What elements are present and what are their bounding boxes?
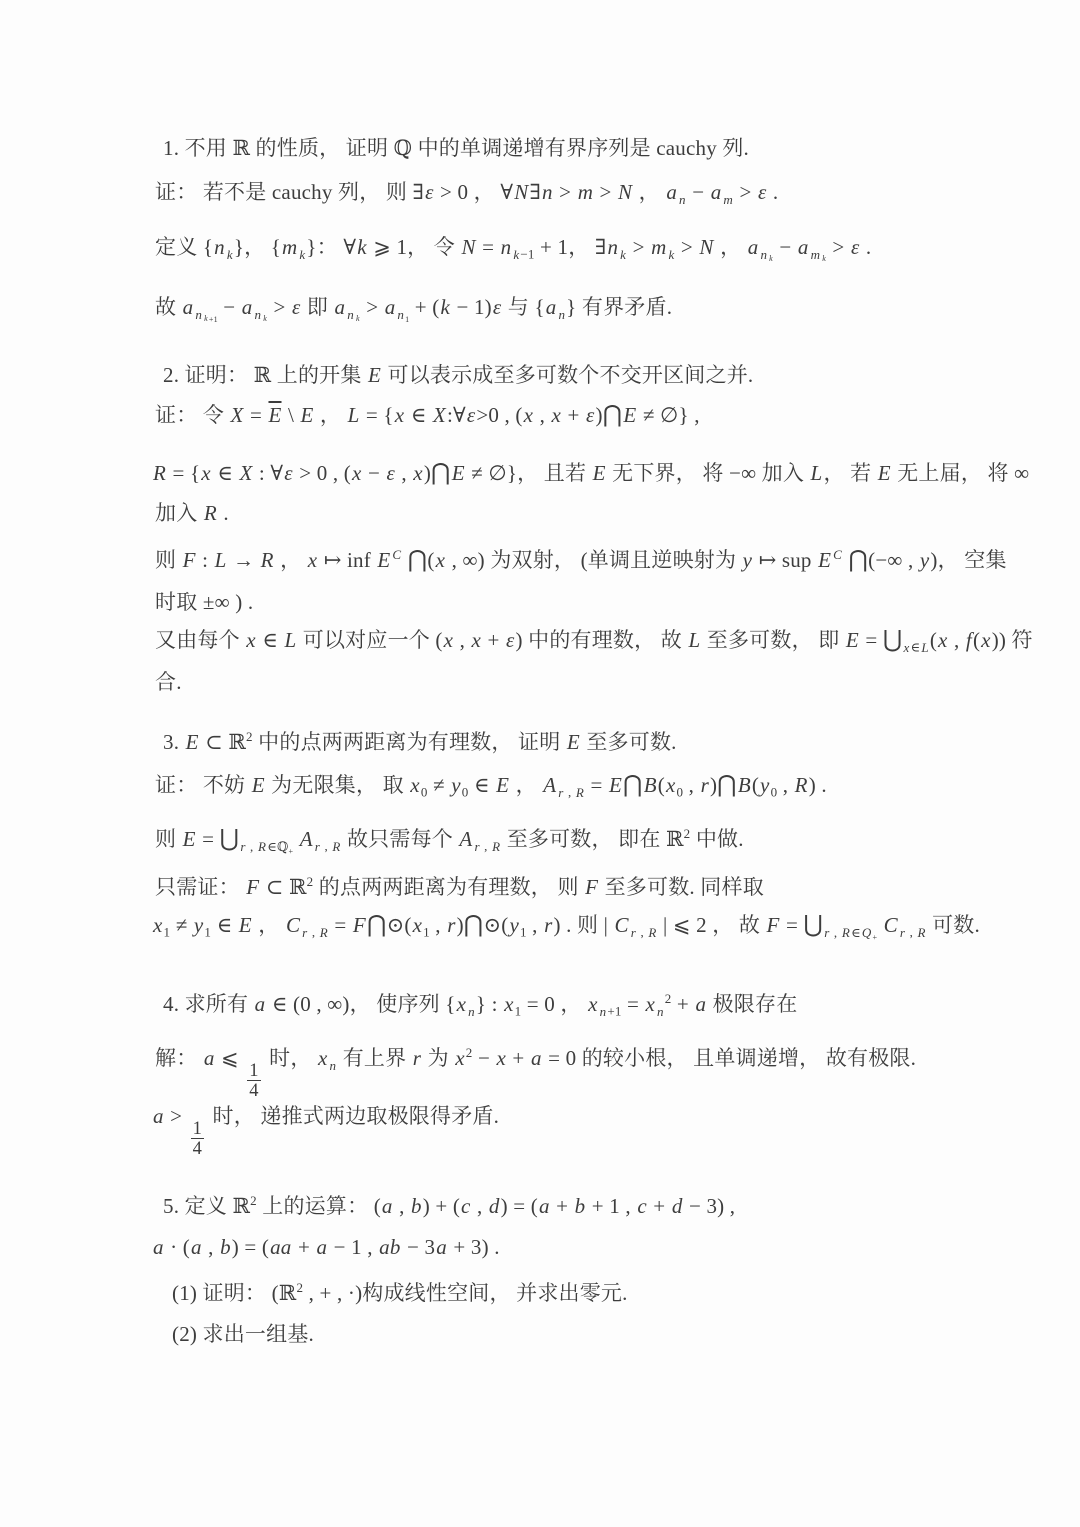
problem-1-line-2: 定义 {n $_k$}， {m $_k$}： ∀k ⩾ 1， 令 N = n $_{k-1}$ + 1， ∃n $_k$ > m $_k$ > N ， a $_{n _k}$ − a $_{m _k}$ > ε . (155, 235, 872, 264)
problem-2-line-3: 加入 R . (155, 501, 229, 525)
problem-3-line-4: $x_1 \ne y_1$ ∈ E ， C $_{r , R} = F⋂⊙(x_1$ , $r)⋂⊙(y_1$ , r) . 则 | C $_{r , R}$ | ⩽ 2 ， 故 $F = ⋃_{r , R\in Q_+}$ C $_{r , R}$ 可数. (153, 912, 980, 942)
problem-5-part-2: (2) 求出一组基. (172, 1322, 314, 1346)
problem-2-title: 2. 证明： ℝ 上的开集 E 可以表示成至多可数个不交开区间之并. (163, 363, 754, 387)
problem-3-line-3: 只需证： F ⊂ ℝ$^2$ 的点两两距离为有理数， 则 F 至多可数. 同样取 (155, 874, 764, 899)
problem-3-title: 3. E ⊂ ℝ$^2$ 中的点两两距离为有理数， 证明 E 至多可数. (163, 729, 677, 754)
problem-4-line-1: 解： a ⩽ $\frac{1}{4}$ 时， x $_n$ 有上界 r 为 $x^2 - x + a = 0$ 的较小根， 且单调递增， 故有极限. (155, 1045, 917, 1101)
problem-2-line-4: 则 F : L → R ， x ↦ inf E $^C$ ⋂(x , ∞) 为双射， (单调且逆映射为 y ↦ sup E $^C$ ⋂(−∞ , y)， 空集 (155, 547, 1007, 573)
problem-2-line-6: 又由每个 x ∈ L 可以对应一个 (x , x + ε) 中的有理数， 故 L 至多可数， 即 $E = ⋃_{x\in L}(x$ , f(x)) 符 (155, 627, 1033, 655)
problem-5-part-1: (1) 证明： (ℝ$^2$ , + , ·)构成线性空间， 并求出零元. (172, 1280, 628, 1305)
problem-2-line-5: 时取 ±∞ ) . (155, 590, 254, 614)
problem-2-line-7: 合. (155, 670, 182, 694)
problem-3-line-1: 证： 不妨 E 为无限集， 取 $x_0 \ne y_0$ ∈ E ， A $_{r , R} = E⋂B(x_0$ , $r)⋂B(y_0$ , R) . (155, 772, 827, 800)
problem-1-line-1: 证： 若不是 cauchy 列， 则 ∃ε > 0 ， ∀N∃n > m > N ， a $_n$ − a $_m$ > ε . (155, 180, 779, 207)
problem-2-line-1: 证： 令 $X = \overline{E}$ \ E ， L = {x ∈ X:∀ε>0 , (x , x + ε)⋂E ≠ ∅} , (155, 402, 700, 428)
problem-3-line-2: 则 $E = ⋃_{r , R\in ℚ_+}$ A $_{r , R}$ 故只需每个 A $_{r , R}$ 至多可数， 即在 ℝ$^2$ 中做. (155, 826, 744, 856)
problem-2-line-2: R = {x ∈ X : ∀ε > 0 , (x − ε , x)⋂E ≠ ∅}， 且若 E 无下界， 将 −∞ 加入 L， 若 E 无上届， 将 ∞ (153, 460, 1030, 486)
problem-5-line-1: a · (a , b) = (aa + a − 1 , ab − 3a + 3) . (153, 1235, 500, 1259)
problem-1-line-3: 故 a $_{n _{k+1}}$ − a $_{n _k}$ > ε 即 a $_{n _k}$ > a $_{n_1}$ + (k − 1)ε 与 {a $_n$} 有界矛盾. (155, 295, 673, 324)
problem-5-title: 5. 定义 ℝ$^2$ 上的运算： (a , b) + (c , d) = (a + b + 1 , c + d − 3) , (163, 1193, 736, 1218)
problem-1-title: 1. 不用 ℝ 的性质， 证明 ℚ 中的单调递增有界序列是 cauchy 列. (163, 136, 750, 160)
problem-4-line-2: a > $\frac{1}{4}$ 时， 递推式两边取极限得矛盾. (153, 1104, 500, 1159)
problem-4-title: 4. 求所有 a ∈ (0 , ∞)， 使序列 {x $_n$} : $x_1 = 0$ ， x $_{n+1}$ = x $_n^2$ + a 极限存在 (163, 991, 798, 1019)
